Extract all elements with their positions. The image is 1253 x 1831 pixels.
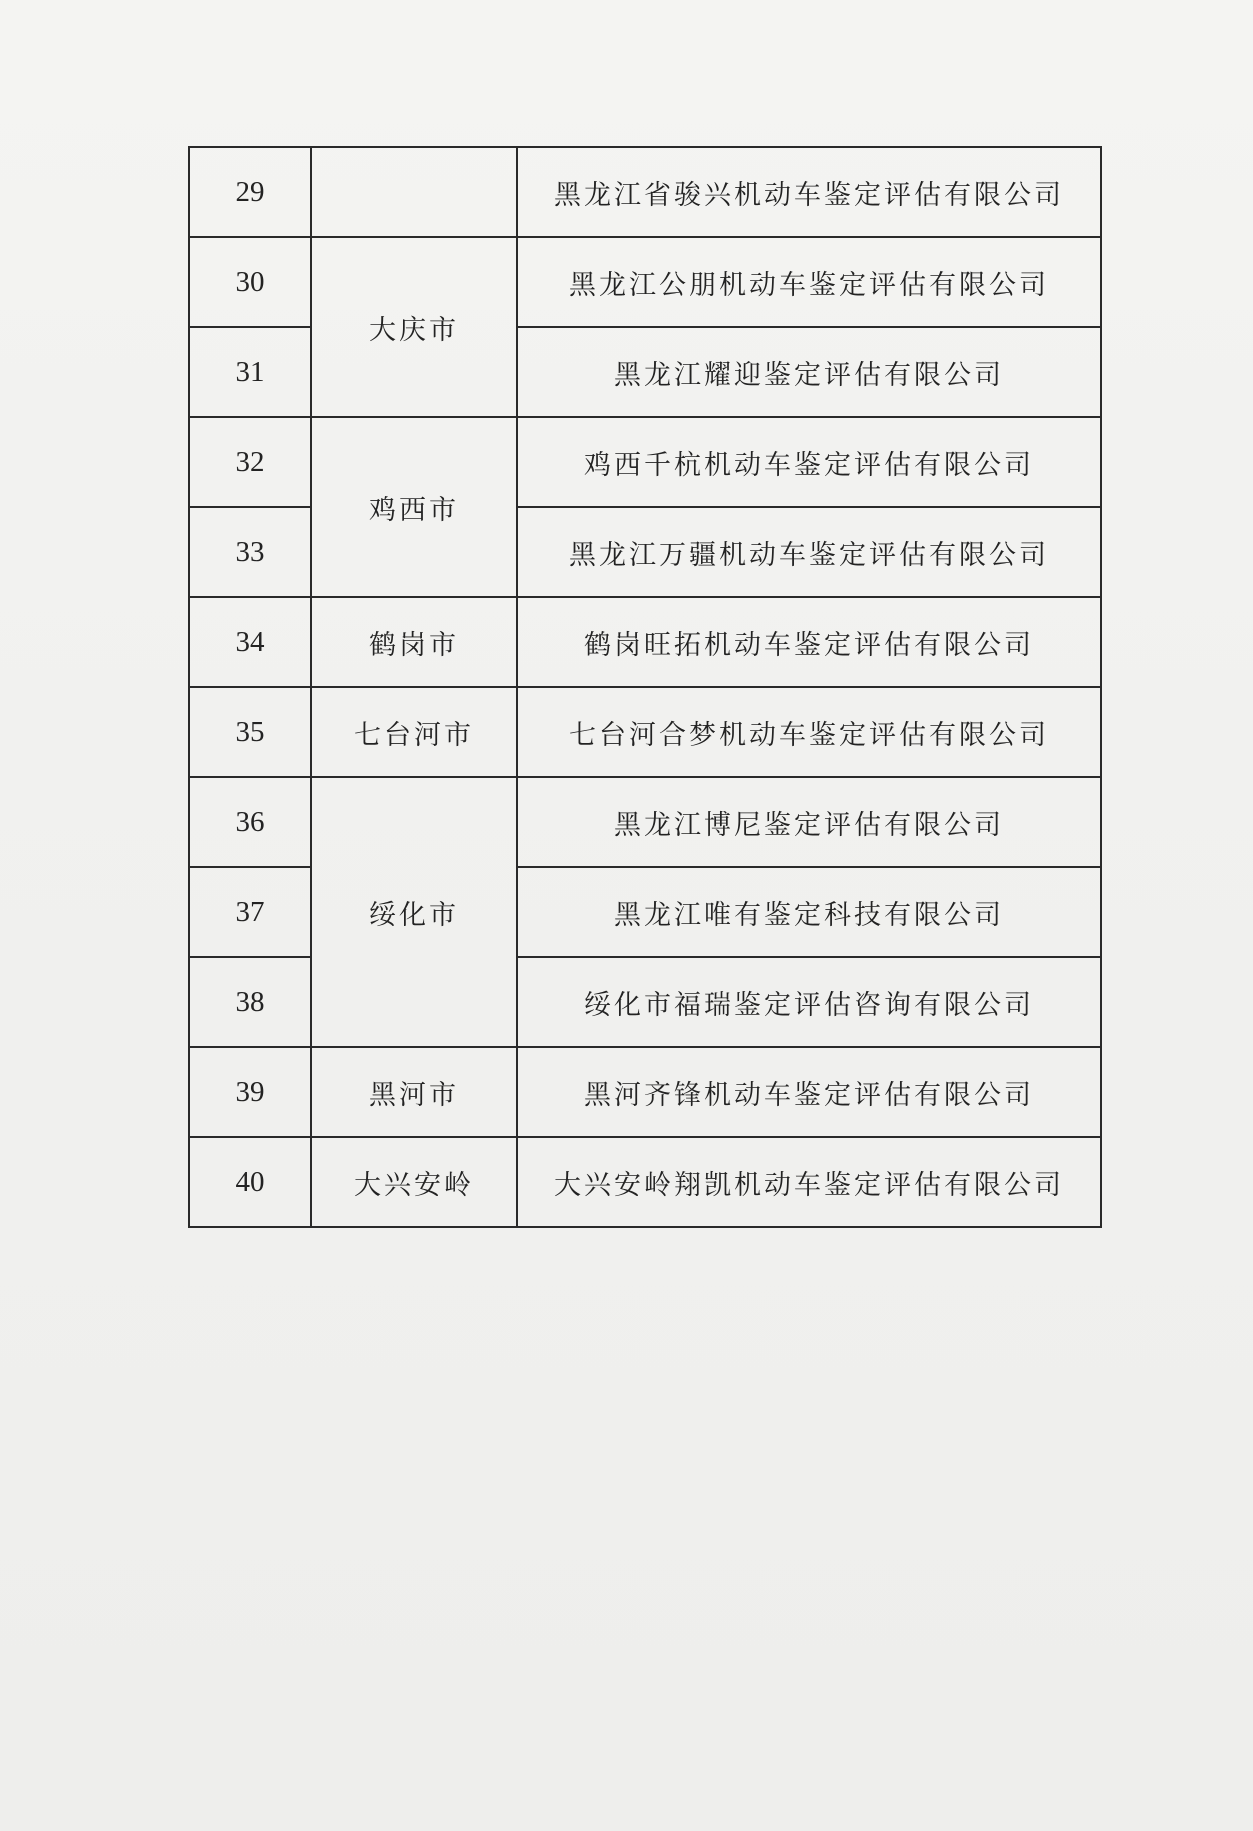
city-cell: 鹤岗市 <box>311 597 517 687</box>
row-number: 29 <box>189 147 311 237</box>
company-name: 黑龙江耀迎鉴定评估有限公司 <box>517 327 1101 417</box>
table-row <box>189 1047 1101 1137</box>
company-name: 黑龙江唯有鉴定科技有限公司 <box>517 867 1101 957</box>
company-name: 鹤岗旺拓机动车鉴定评估有限公司 <box>517 597 1101 687</box>
table-row <box>189 147 1101 237</box>
company-name: 绥化市福瑞鉴定评估咨询有限公司 <box>517 957 1101 1047</box>
institution-table <box>188 146 1102 1228</box>
city-cell: 绥化市 <box>311 777 517 1047</box>
company-name: 黑龙江博尼鉴定评估有限公司 <box>517 777 1101 867</box>
company-name: 七台河合梦机动车鉴定评估有限公司 <box>517 687 1101 777</box>
table-row <box>189 687 1101 777</box>
company-name: 黑龙江省骏兴机动车鉴定评估有限公司 <box>517 147 1101 237</box>
table-row <box>189 597 1101 687</box>
company-name: 黑河齐锋机动车鉴定评估有限公司 <box>517 1047 1101 1137</box>
row-number: 40 <box>189 1137 311 1227</box>
row-number: 36 <box>189 777 311 867</box>
row-number: 37 <box>189 867 311 957</box>
row-number: 35 <box>189 687 311 777</box>
row-number: 32 <box>189 417 311 507</box>
table-row <box>189 777 1101 867</box>
city-cell: 大庆市 <box>311 237 517 417</box>
table-row <box>189 237 1101 327</box>
company-name: 黑龙江公朋机动车鉴定评估有限公司 <box>517 237 1101 327</box>
city-cell <box>311 147 517 237</box>
company-name: 鸡西千杭机动车鉴定评估有限公司 <box>517 417 1101 507</box>
city-cell: 大兴安岭 <box>311 1137 517 1227</box>
row-number: 38 <box>189 957 311 1047</box>
city-cell: 黑河市 <box>311 1047 517 1137</box>
city-cell: 鸡西市 <box>311 417 517 597</box>
company-name: 黑龙江万疆机动车鉴定评估有限公司 <box>517 507 1101 597</box>
row-number: 34 <box>189 597 311 687</box>
company-name: 大兴安岭翔凯机动车鉴定评估有限公司 <box>517 1137 1101 1227</box>
row-number: 33 <box>189 507 311 597</box>
table-row <box>189 417 1101 507</box>
row-number: 39 <box>189 1047 311 1137</box>
row-number: 31 <box>189 327 311 417</box>
city-cell: 七台河市 <box>311 687 517 777</box>
table-row <box>189 1137 1101 1227</box>
row-number: 30 <box>189 237 311 327</box>
